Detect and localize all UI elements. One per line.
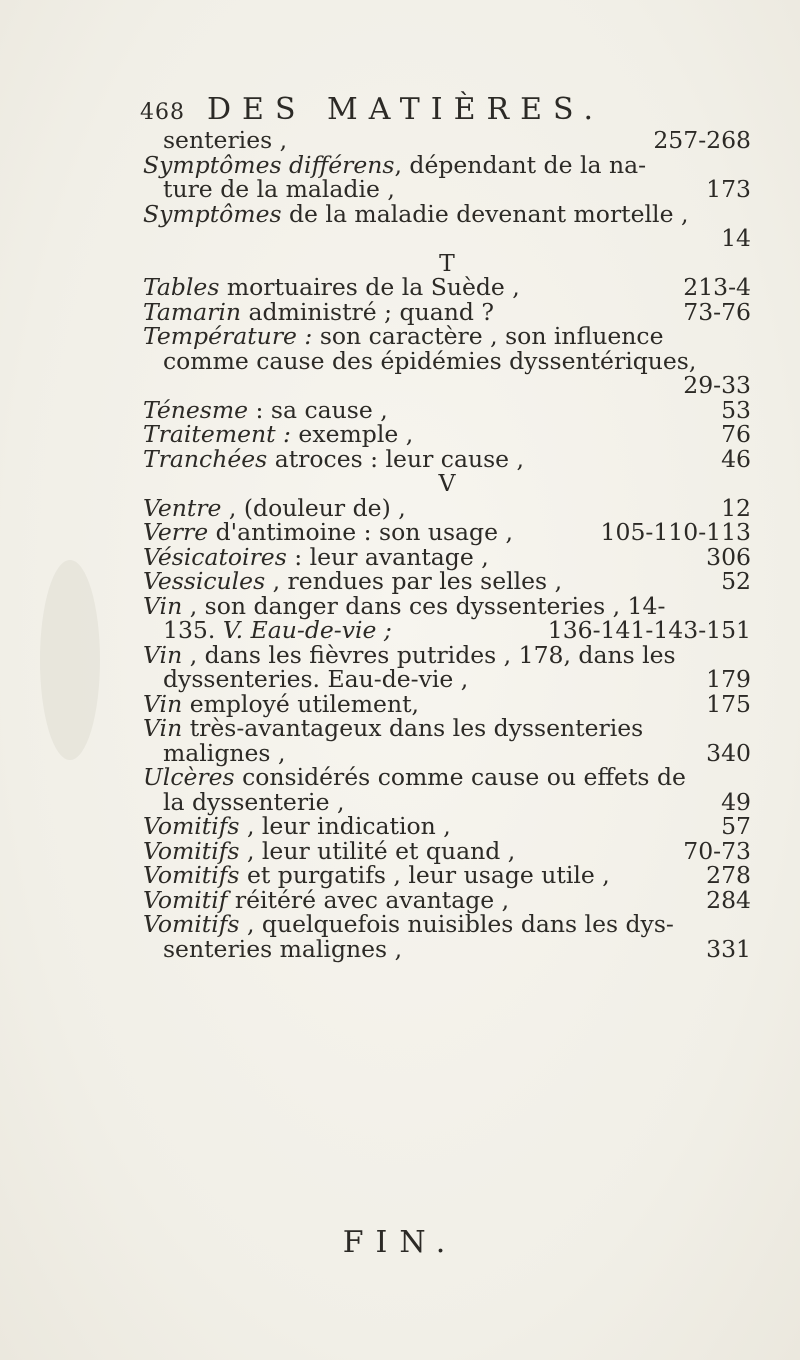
page-reference: 340 — [706, 738, 751, 767]
index-term: Symptômes différens — [143, 150, 395, 179]
index-text: et purgatifs , leur usage utile , — [239, 861, 610, 889]
section-letter — [143, 248, 751, 277]
page-reference: 173 — [706, 175, 751, 203]
index-term: Verre — [143, 518, 209, 546]
index-term: Vomitif — [143, 885, 228, 914]
index-entry — [143, 885, 751, 914]
index-text: senteries , — [163, 126, 288, 154]
index-entry-continuation — [143, 787, 751, 816]
index-text: dyssenteries. Eau-de-vie , — [163, 665, 469, 693]
index-text: atroces : leur cause , — [267, 444, 525, 473]
page-reference: 306 — [706, 542, 751, 571]
index-entry — [143, 520, 751, 545]
index-entry — [143, 863, 751, 888]
index-cross-reference: V. Eau-de-vie ; — [222, 616, 392, 644]
index-entry-continuation — [143, 177, 751, 202]
index-entry — [143, 199, 751, 228]
index-text: employé utilement, — [182, 689, 419, 718]
index-entry — [143, 395, 751, 424]
index-entry-continuation — [143, 373, 751, 398]
index-entry — [143, 493, 751, 522]
page-reference: 14 — [721, 224, 751, 252]
index-text: la dyssenterie , — [163, 787, 345, 816]
end-mark: FIN. — [342, 1225, 458, 1260]
page-reference: 12 — [721, 493, 751, 522]
page-reference: 105-110-113 — [600, 518, 751, 546]
page-reference: 331 — [706, 934, 751, 963]
index-term: Tables — [143, 273, 220, 301]
index-entry — [143, 765, 751, 790]
index-text: , rendues par les selles , — [265, 567, 563, 595]
section-letter — [143, 471, 751, 496]
index-entry-continuation — [143, 934, 751, 963]
index-text: réitéré avec avantage , — [227, 885, 510, 914]
index-term: Tamarin — [143, 297, 242, 326]
index-text: comme cause des épidémies dyssentériques, — [163, 346, 697, 375]
index-text: , (douleur de) , — [221, 493, 406, 522]
section-letter-text: V — [438, 469, 456, 497]
index-term: Vomitifs — [143, 812, 240, 840]
index-term: Température : — [143, 322, 313, 350]
index-entry — [143, 836, 751, 865]
page-reference: 57 — [721, 812, 751, 840]
index-text: de la maladie devenant mortelle , — [281, 199, 689, 228]
page-reference: 278 — [706, 861, 751, 889]
page-reference: 257-268 — [653, 126, 751, 154]
index-entry-continuation — [143, 346, 751, 375]
index-text: 135. — [163, 616, 216, 644]
index-term: Vin — [143, 714, 183, 742]
index-entry — [143, 569, 751, 594]
index-term: Vomitifs — [143, 836, 240, 865]
index-entry — [143, 297, 751, 326]
page-reference: 179 — [706, 665, 751, 693]
running-title: DES MATIÈRES. — [207, 92, 605, 127]
index-term: Traitement : — [143, 420, 291, 448]
index-text: , quelquefois nuisibles dans les dys- — [239, 910, 674, 938]
index-text: , leur indication , — [239, 812, 451, 840]
index-entry — [143, 912, 751, 937]
index-term: Ventre — [143, 493, 222, 522]
index-entry-continuation — [143, 226, 751, 251]
index-text: , dépendant de la na- — [394, 150, 647, 179]
page-reference: 213-4 — [683, 273, 751, 301]
page-reference: 284 — [706, 885, 751, 914]
index-entry — [143, 716, 751, 741]
index-text: : leur avantage , — [286, 542, 489, 571]
page-reference: 46 — [721, 444, 751, 473]
index-text: , dans les fièvres putrides , 178, dans les — [182, 640, 676, 669]
index-text: administré ; quand ? — [241, 297, 494, 326]
index-entry-continuation — [143, 618, 751, 643]
page-reference: 175 — [706, 689, 751, 718]
index-text: très-avantageux dans les dyssenteries — [182, 714, 644, 742]
index-text: : sa cause , — [248, 395, 388, 424]
page-reference: 29-33 — [683, 371, 751, 399]
index-entry-continuation — [143, 667, 751, 692]
index-text: exemple , — [290, 420, 414, 448]
index-term: Tranchées — [143, 444, 268, 473]
index-term: Symptômes — [143, 199, 282, 228]
index-entries — [143, 128, 751, 961]
index-text: malignes , — [163, 738, 286, 767]
index-text: , son danger dans ces dyssenteries , 14- — [182, 591, 666, 620]
page-reference: 52 — [721, 567, 751, 595]
index-term: Vessicules — [143, 567, 266, 595]
index-entry — [143, 542, 751, 571]
index-entry — [143, 324, 751, 349]
index-text: , leur utilité et quand , — [239, 836, 516, 865]
index-entry — [143, 150, 751, 179]
index-text: d'antimoine : son usage , — [208, 518, 513, 546]
page-reference: 49 — [721, 787, 751, 816]
index-entry — [143, 275, 751, 300]
section-letter-text: T — [439, 248, 455, 277]
index-term: Vomitifs — [143, 910, 240, 938]
index-text: son caractère , son influence — [312, 322, 664, 350]
index-entry — [143, 640, 751, 669]
index-term: Vésicatoires — [143, 542, 287, 571]
page-number: 468 — [140, 100, 185, 125]
index-entry — [143, 591, 751, 620]
page-reference: 136-141-143-151 — [547, 616, 751, 644]
index-text: considérés comme cause ou effets de — [234, 763, 686, 791]
page-reference: 53 — [721, 395, 751, 424]
index-entry — [143, 422, 751, 447]
page-reference: 70-73 — [683, 836, 751, 865]
paper-stain — [40, 560, 100, 760]
page-reference: 73-76 — [683, 297, 751, 326]
index-term: Ulcères — [143, 763, 235, 791]
page-reference: 76 — [721, 420, 751, 448]
index-entry-continuation — [143, 128, 751, 153]
page-header — [140, 92, 740, 128]
index-text: ture de la maladie , — [163, 175, 395, 203]
index-entry — [143, 444, 751, 473]
index-term: Vomitifs — [143, 861, 240, 889]
index-term: Vin — [143, 689, 183, 718]
index-term: Vin — [143, 591, 183, 620]
index-entry — [143, 814, 751, 839]
index-term: Vin — [143, 640, 183, 669]
index-term: Ténesme — [143, 395, 249, 424]
index-entry — [143, 689, 751, 718]
index-text: mortuaires de la Suède , — [219, 273, 520, 301]
index-entry-continuation — [143, 738, 751, 767]
index-text: senteries malignes , — [163, 934, 403, 963]
